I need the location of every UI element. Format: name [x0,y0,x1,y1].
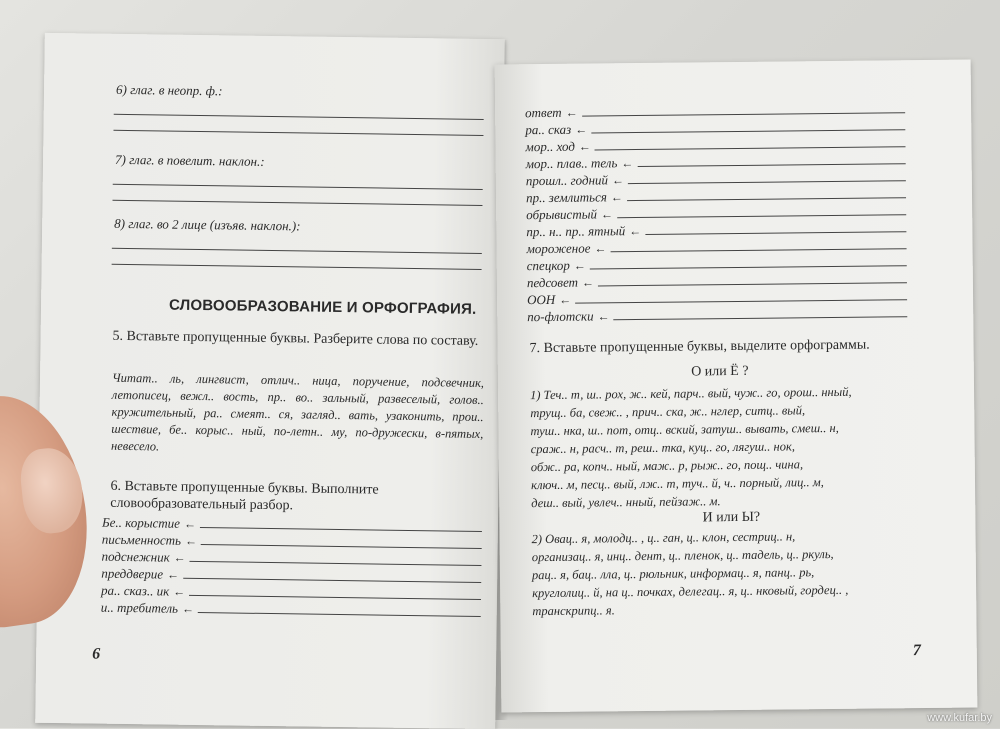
answer-line [198,612,481,617]
arrow-left-icon: ← [578,139,591,154]
answer-line [112,264,482,270]
arrow-left-icon: ← [611,173,625,188]
answer-line [114,114,484,120]
answer-line [610,248,906,252]
arrow-left-icon: ← [565,105,578,120]
arrow-left-icon: ← [183,516,197,531]
wordform-word: педсовет [526,274,579,291]
answer-line [598,282,907,286]
arrow-left-icon: ← [581,275,595,290]
exercise-line: круглолиц.. й, на ц.. почках, делегац.. я, ц.. нковый, гордец.. , [532,582,849,601]
wordform-word: ра.. сказ.. ик [100,582,170,599]
wordform-word: прошл.. годний [525,172,609,189]
right-page [495,60,978,713]
exercise-line: 2) Овац.. я, молодц.. , ц.. ган, ц.. клон, сестриц.. н, [531,529,796,547]
exercise-line: организац.. я, инц.. дент, ц.. пленок, ц.. тадель, ц.. ркуль, [531,546,834,565]
wordform-word: спецкор [526,257,570,274]
exercise-line: 1) Теч.. т, ш.. рох, ж.. кей, парч.. вый, чуж.. го, орош.. нный, [530,384,852,403]
left-page [35,33,505,729]
watermark: www.kufar.by [927,712,992,724]
exercise-2 [531,526,952,620]
wordform-word: преддверие [101,565,164,582]
arrow-left-icon: ← [629,223,642,239]
wordform-word: мор.. плав.. тель [525,155,618,172]
answer-line [637,163,905,167]
arrow-left-icon: ← [621,156,634,171]
answer-line [113,130,483,136]
arrow-left-icon: ← [173,584,186,599]
exercise-line: рац.. я, бац.. лла, ц.. рюльник, информац.. я, панц.. рь, [531,565,815,583]
q8-label: 8) глаг. во 2 лице (изъяв. наклон.): [114,215,301,234]
wordform-word: пр.. н.. пр.. ятный [526,223,626,240]
answer-line [627,197,906,201]
answer-line [590,265,907,269]
task5-text: 5. Вставьте пропущенные буквы. Разберите слова по составу. [112,328,479,349]
q7-label: 7) глаг. в повелит. наклон.: [114,151,265,169]
page-number: 7 [912,642,921,660]
answer-line [614,316,908,320]
answer-line [201,544,482,549]
wordform-word: и.. требитель [100,599,179,616]
answer-line [591,129,905,133]
subhead-i-y: И или Ы? [702,509,761,526]
exercise-line: транскрипц.. я. [532,603,615,619]
arrow-left-icon: ← [610,190,623,205]
answer-line [200,527,482,532]
section-title: СЛОВООБРАЗОВАНИЕ И ОРФОГРАФИЯ. [168,296,477,318]
wordform-word: ответ [525,104,562,121]
wordform-word: ООН [527,291,556,308]
arrow-left-icon: ← [594,241,607,256]
wordform-word: пр.. землиться [525,189,607,206]
answer-line [112,248,482,254]
exercise-line: сраж.. н, расч.. т, реш.. тка, куц.. го, лягуш.. нок, [530,439,796,457]
wordform-list [525,100,907,325]
arrow-left-icon: ← [559,292,572,307]
arrow-left-icon: ← [597,309,610,324]
subhead-o-yo: О или Ё ? [691,363,749,380]
answer-line [189,595,481,600]
arrow-left-icon: ← [181,601,195,616]
exercise-line: трущ.. ба, свеж.. , прич.. ска, ж.. нглер, ситц.. вый, [530,403,806,421]
task7-text: 7. Вставьте пропущенные буквы, выделите орфограммы. [529,337,870,357]
wordform-word: ра.. сказ [525,121,572,138]
wordform-word: по-флотски [527,308,594,325]
q6-label: 6) глаг. в неопр. ф.: [115,81,223,99]
exercise-line: туш.. нка, ш.. пот, отц.. вский, затуш.. вывать, смеш.. н, [530,420,839,439]
answer-line [617,214,906,218]
answer-line [113,200,483,206]
wordform-word: подснежник [101,548,170,565]
answer-line [628,180,906,184]
wordform-row [527,304,907,325]
arrow-left-icon: ← [575,122,588,137]
answer-line [582,112,905,116]
wordform-word: обрывистый [526,206,598,223]
task5-words: Читат.. ль, лингвист, отлич.. ница, поручение, подсвечник, летописец, вежл.. вость, пр.. во.. зальный, развеселый, голов.. кружительный, ра.. смеят.. ся, загляд.. вать, узаконить, прои.. шествие, бе.. корыс.. ный, по-летн.. му, по-дружески, в-пятых, невесело. [110,370,485,454]
exercise-line: ключ.. м, песц.. вый, лж.. т, туч.. й, ч.. порный, лиц.. м, [530,475,824,493]
arrow-left-icon: ← [184,533,198,548]
answer-line [183,578,481,583]
answer-line [190,561,482,566]
task6-text: 6. Вставьте пропущенные буквы. Выполните словообразовательный разбор. [110,478,379,514]
answer-line [575,299,907,303]
wordform-word: мор.. ход [525,138,575,155]
arrow-left-icon: ← [166,567,180,582]
answer-line [645,231,906,235]
task6-list [101,514,482,621]
answer-line [595,146,906,150]
wordform-word: письменность [101,531,182,548]
arrow-left-icon: ← [600,207,614,222]
arrow-left-icon: ← [573,258,586,273]
exercise-line: обж.. ра, копч.. ный, маж.. р, рыж.. го, пощ.. чина, [530,457,804,475]
arrow-left-icon: ← [173,550,186,565]
exercise-1 [530,382,951,512]
answer-line [113,184,483,190]
wordform-word: Бе.. корыстие [101,514,181,531]
wordform-word: мороженое [526,240,591,257]
exercise-line: деш.. вый, увлеч.. нный, пейзаж.. м. [531,494,721,511]
page-number: 6 [92,645,101,663]
